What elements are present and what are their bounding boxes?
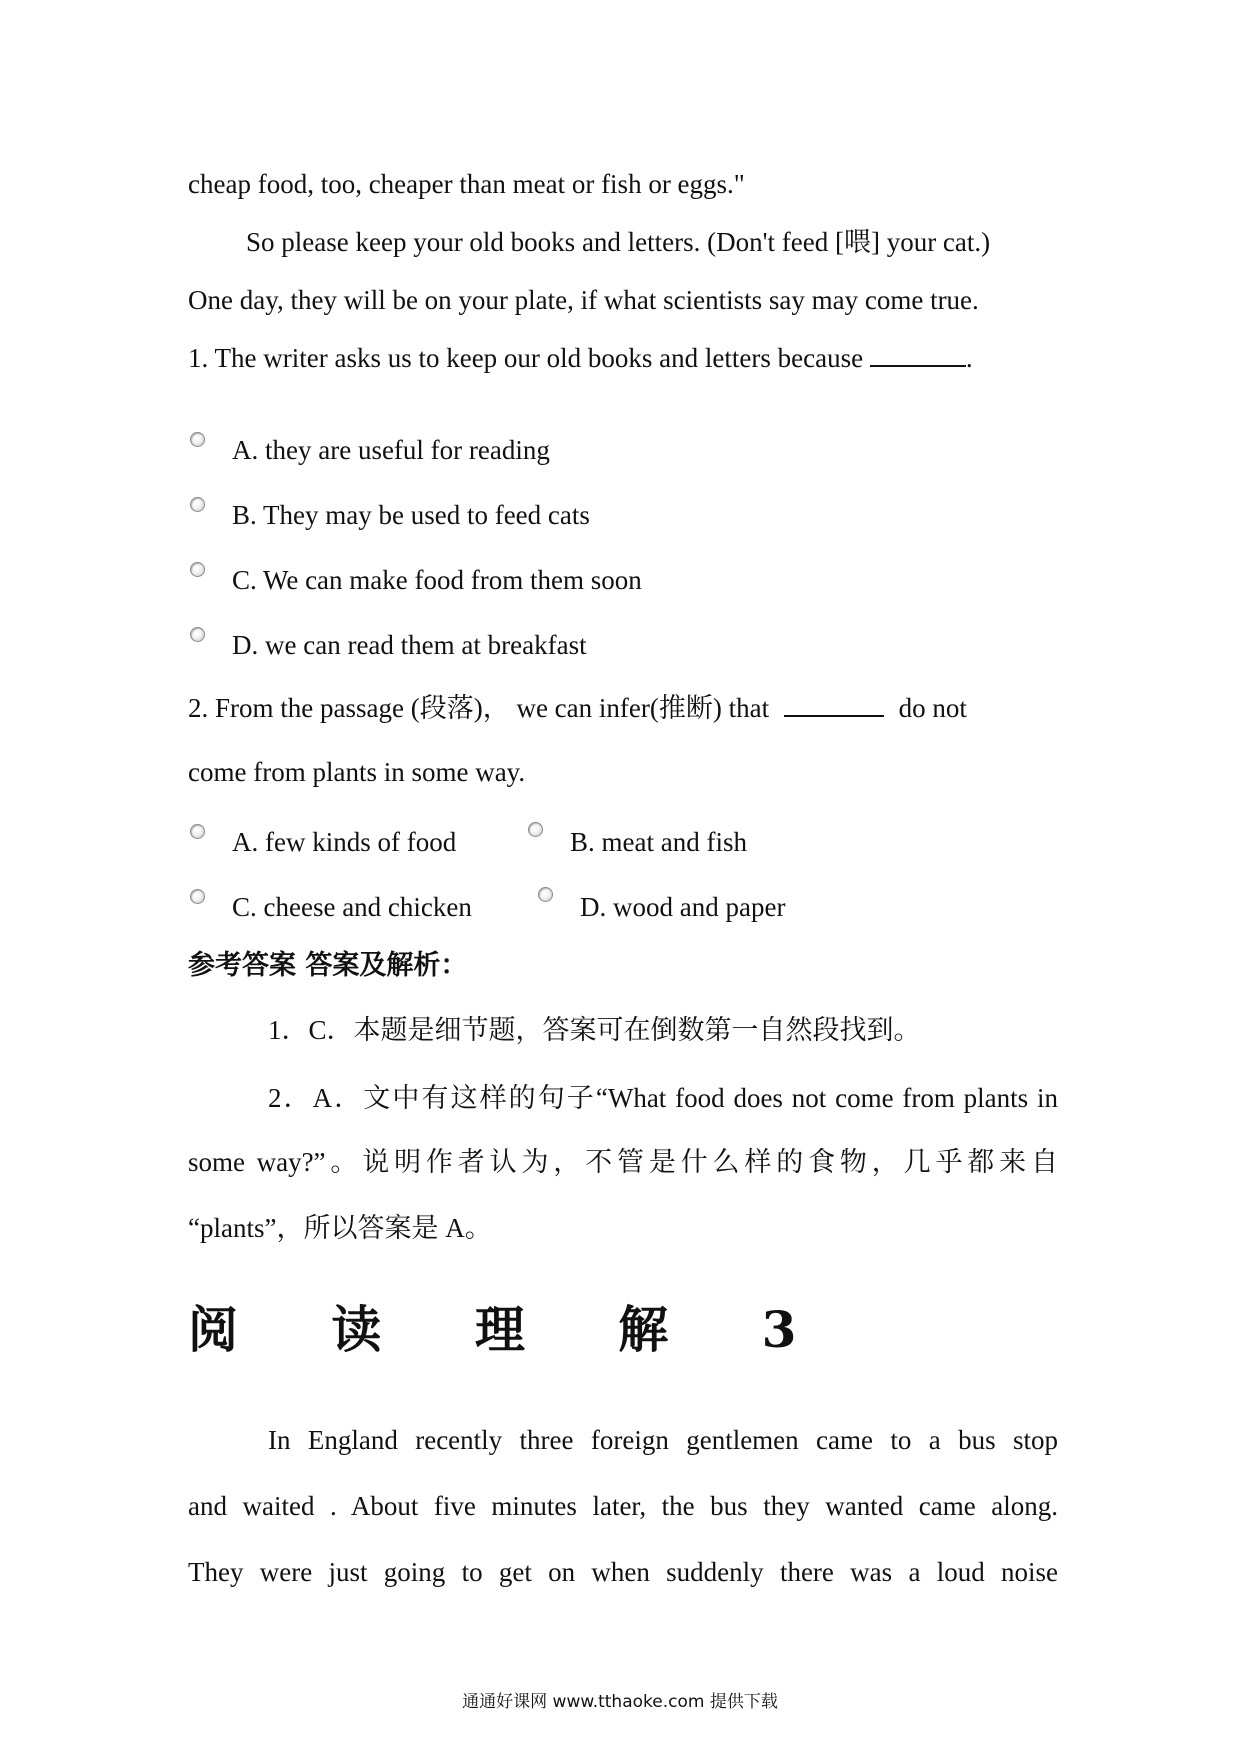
q2-option-d-label: D. wood and paper — [580, 892, 786, 922]
q2-option-b-radio[interactable] — [528, 822, 543, 837]
q1-option-c-radio[interactable] — [190, 562, 205, 577]
q1-option-a-label: A. they are useful for reading — [232, 435, 550, 465]
q2-option-a-label: A. few kinds of food — [232, 827, 457, 857]
answers-heading: 参考答案 答案及解析： — [188, 950, 468, 981]
passage-line-1: cheap food, too, cheaper than meat or fish or eggs." — [188, 169, 745, 199]
question-2-stem-end: do not — [898, 693, 967, 723]
question-1-stem — [188, 338, 1058, 378]
question-2-stem-line-2: come from plants in some way. — [188, 757, 526, 787]
q2-option-c-radio[interactable] — [190, 889, 205, 904]
page-footer: 通通好课网 www.tthaoke.com 提供下载 — [462, 1692, 778, 1712]
section-title: 阅 读 理 解 3 — [188, 1300, 835, 1359]
section3-line-2: and waited . About five minutes later, the bus they wanted came along. — [188, 1491, 1058, 1521]
answer-blank — [784, 693, 884, 717]
section3-line-3: They were just going to get on when suddenly there was a loud noise — [188, 1557, 1058, 1587]
answer-blank — [870, 343, 966, 367]
answer-2-line-2: some way?”。说明作者认为，不管是什么样的食物，几乎都来自 — [188, 1147, 1058, 1177]
q2-option-b-label: B. meat and fish — [570, 827, 747, 857]
answer-1: 1．C．本题是细节题，答案可在倒数第一自然段找到。 — [268, 1015, 921, 1045]
question-1-stem-end: . — [965, 343, 973, 373]
answer-2-line-1: 2．A．文中有这样的句子“What food does not come from plants in — [268, 1083, 1058, 1113]
answer-2-line-3: “plants”，所以答案是 A。 — [188, 1213, 492, 1243]
q1-option-b-radio[interactable] — [190, 497, 205, 512]
q2-option-a-radio[interactable] — [190, 824, 205, 839]
q1-option-b-label: B. They may be used to feed cats — [232, 500, 590, 530]
passage-line-3: One day, they will be on your plate, if what scientists say may come true. — [188, 285, 979, 315]
question-1-stem-text: 1. The writer asks us to keep our old books and letters because — [188, 343, 864, 373]
q1-option-d-radio[interactable] — [190, 627, 205, 642]
q1-option-a-radio[interactable] — [190, 432, 205, 447]
section3-line-1: In England recently three foreign gentlemen came to a bus stop — [268, 1425, 1058, 1455]
q1-option-d-label: D. we can read them at breakfast — [232, 630, 587, 660]
question-2-stem-text: 2. From the passage (段落)， we can infer(推断) that — [188, 693, 770, 723]
q1-option-c-label: C. We can make food from them soon — [232, 565, 642, 595]
passage-line-2: So please keep your old books and letters. (Don't feed [喂] your cat.) — [246, 227, 991, 257]
q2-option-d-radio[interactable] — [538, 887, 553, 902]
question-2-stem — [188, 688, 1058, 728]
q2-option-c-label: C. cheese and chicken — [232, 892, 472, 922]
